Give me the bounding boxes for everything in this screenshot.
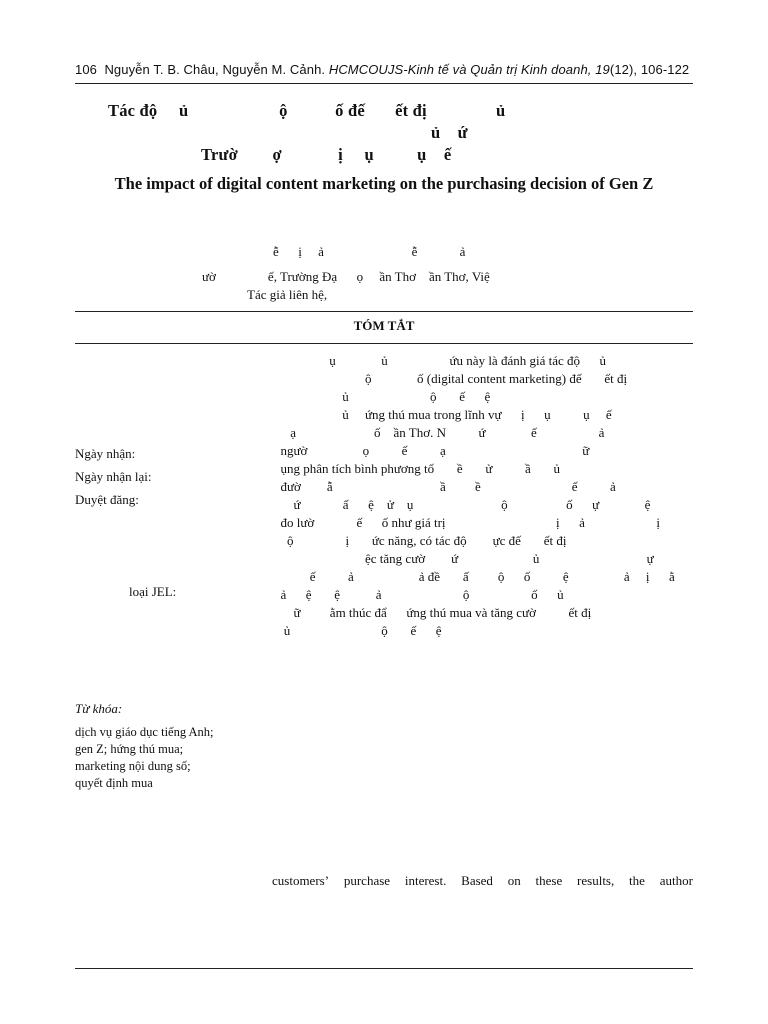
page-number: 106 — [75, 62, 97, 77]
word: Based — [461, 873, 493, 888]
received-label: Ngày nhận: — [75, 446, 136, 461]
affiliation-line: ườ ế, Trường Đạ ọ ần Thơ ần Thơ, Việ — [202, 269, 490, 284]
abstract-line: ế ả ả đề ấ ộ ố ệ ả ị ằ — [274, 569, 675, 584]
authors-line: ễ ị ả ễ ả — [273, 244, 466, 259]
abstract-line: ả ệ ệ ả ộ ố ủ — [274, 587, 564, 602]
abstract-line: đườ ẫ ầ ề ế ả — [274, 479, 616, 494]
running-head-journal: HCMCOUJS-Kinh tế và Quản trị Kinh doanh, — [328, 62, 592, 77]
title-vi-line2: ủ ứ — [431, 123, 468, 142]
word: interest. — [404, 873, 447, 888]
abstract-line: ứ ấ ệ ử ụ ộ ố ự ệ — [274, 497, 651, 512]
abstract-line: ộ ố (digital content marketing) đế ết đị — [274, 371, 628, 386]
footer-rule — [75, 968, 693, 969]
accepted-label: Duyệt đăng: — [75, 492, 139, 507]
word: these — [535, 873, 563, 888]
keywords-title: Từ khóa: — [75, 701, 123, 716]
running-head-authors: Nguyễn T. B. Châu, Nguyễn M. Cảnh. — [104, 62, 326, 77]
abstract-line: ủ ộ ế ệ — [274, 623, 442, 638]
abstract-heading-rule — [75, 343, 693, 344]
abstract-line: ngườ ọ ế ạ ữ — [274, 443, 590, 458]
word: customers’ — [272, 873, 330, 888]
corresponding-author: Tác giả liên hệ, — [247, 287, 328, 302]
running-head — [75, 62, 693, 77]
revised-label: Ngày nhận lại: — [75, 469, 152, 484]
abstract-line: ụng phân tích bình phương tố ề ử ầ ủ — [274, 461, 560, 476]
abstract-line: đo lườ ế ố như giá trị ị ả ị — [274, 515, 661, 530]
header-rule — [75, 83, 693, 84]
jel-label: loại JEL: — [129, 584, 177, 599]
running-head-volume: 19 — [595, 62, 610, 77]
abstract-line: ộ ị ức năng, có tác độ ực đế ết đị — [274, 533, 567, 548]
title-en: The impact of digital content marketing on the purchasing decision of Gen Z — [114, 174, 654, 193]
abstract-line: ụ ủ ứu này là đánh giá tác độ ủ — [274, 353, 607, 368]
abstract-line: ủ ứng thú mua trong lĩnh vự ị ụ ụ ế — [274, 407, 612, 422]
keyword-item: gen Z; hứng thú mua; — [75, 742, 184, 756]
word: purchase — [343, 873, 391, 888]
abstract-line: ạ ố ần Thơ. N ứ ế ả — [274, 425, 605, 440]
word: on — [507, 873, 521, 888]
abstract-en-fragment — [272, 873, 693, 889]
running-head-issue: (12), 106-122 — [609, 62, 690, 77]
word: author — [659, 873, 693, 888]
abstract-top-rule — [75, 311, 693, 312]
keyword-item: quyết định mua — [75, 776, 153, 790]
word: results, — [577, 873, 615, 888]
abstract-line: ủ ộ ế ệ — [274, 389, 491, 404]
title-vi-line3: Trườ ợ ị ụ ụ ế — [201, 145, 452, 164]
title-vi-line1: Tác độ ủ ộ ố đế ết đị ủ — [108, 101, 506, 120]
keyword-item: marketing nội dung số; — [75, 759, 191, 773]
keyword-item: dịch vụ giáo dục tiếng Anh; — [75, 725, 214, 739]
abstract-line: ệc tăng cườ ứ ủ ự — [274, 551, 654, 566]
word: the — [629, 873, 645, 888]
abstract-heading: TÓM TẮT — [353, 318, 415, 333]
abstract-line: ữ ằm thúc đẩ ứng thú mua và tăng cườ ết đị — [274, 605, 592, 620]
